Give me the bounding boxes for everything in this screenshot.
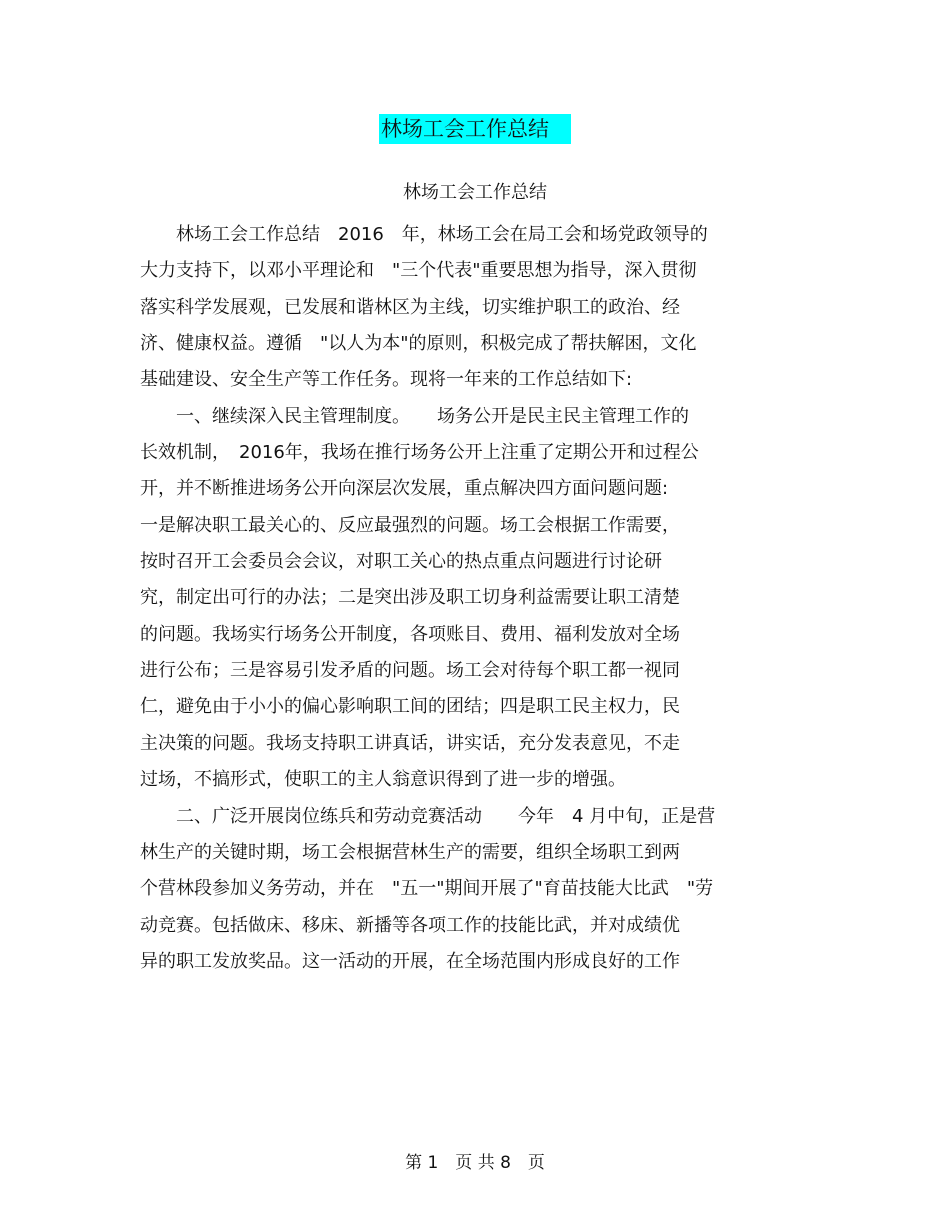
text-line: 一是解决职工最关心的、反应最强烈的问题。场工会根据工作需要， xyxy=(140,514,680,536)
text-line: 动竞赛。包括做床、移床、新播等各项工作的技能比武，并对成绩优 xyxy=(140,914,680,936)
text-line: 按时召开工会委员会会议，对职工关心的热点重点问题进行讨论研 xyxy=(140,551,662,573)
text-line: 究，制定出可行的办法；二是突出涉及职工切身利益需要让职工清楚 xyxy=(140,587,680,609)
page-number-footer: 第 1 页 共 8 页 xyxy=(405,1153,545,1173)
text-line: 林场工会工作总结 2016 年，林场工会在局工会和场党政领导的 xyxy=(140,224,708,245)
text-line: 进行公布；三是容易引发矛盾的问题。场工会对待每个职工都一视同 xyxy=(140,660,680,682)
document-subtitle: 林场工会工作总结 xyxy=(403,182,547,203)
text-line: 林生产的关键时期，场工会根据营林生产的需要，组织全场职工到两 xyxy=(140,841,680,863)
text-line: 长效机制， 2016年，我场在推行场务公开上注重了定期公开和过程公 xyxy=(140,442,699,464)
text-line: 仁，避免由于小小的偏心影响职工间的团结；四是职工民主权力，民 xyxy=(140,696,680,718)
text-line: 过场，不搞形式，使职工的主人翁意识得到了进一步的增强。 xyxy=(140,769,626,791)
text-line: 落实科学发展观，已发展和谐林区为主线，切实维护职工的政治、经 xyxy=(140,296,680,318)
text-line: 济、健康权益。遵循 "以人为本"的原则，积极完成了帮扶解困，文化 xyxy=(140,333,697,355)
document-body xyxy=(140,220,800,983)
text-line: 基础建设、安全生产等工作任务。现将一年来的工作总结如下: xyxy=(140,369,633,391)
text-line: 的问题。我场实行场务公开制度，各项账目、费用、福利发放对全场 xyxy=(140,623,680,645)
text-line: 主决策的问题。我场支持职工讲真话，讲实话，充分发表意见，不走 xyxy=(140,732,680,754)
text-line: 二、广泛开展岗位练兵和劳动竞赛活动 今年 4 月中旬，正是营 xyxy=(140,805,716,827)
heading-wrapper xyxy=(0,114,950,144)
text-line: 一、继续深入民主管理制度。 场务公开是民主民主管理工作的 xyxy=(140,405,689,427)
text-line: 个营林段参加义务劳动，并在 "五一"期间开展了"育苗技能大比武 "劳 xyxy=(140,878,714,900)
text-line: 大力支持下，以邓小平理论和 "三个代表"重要思想为指导，深入贯彻 xyxy=(140,260,697,282)
document-heading: 林场工会工作总结 xyxy=(379,114,571,144)
text-line: 开，并不断推进场务公开向深层次发展，重点解决四方面问题问题: xyxy=(140,478,669,500)
text-line: 异的职工发放奖品。这一活动的开展，在全场范围内形成良好的工作 xyxy=(140,950,680,972)
